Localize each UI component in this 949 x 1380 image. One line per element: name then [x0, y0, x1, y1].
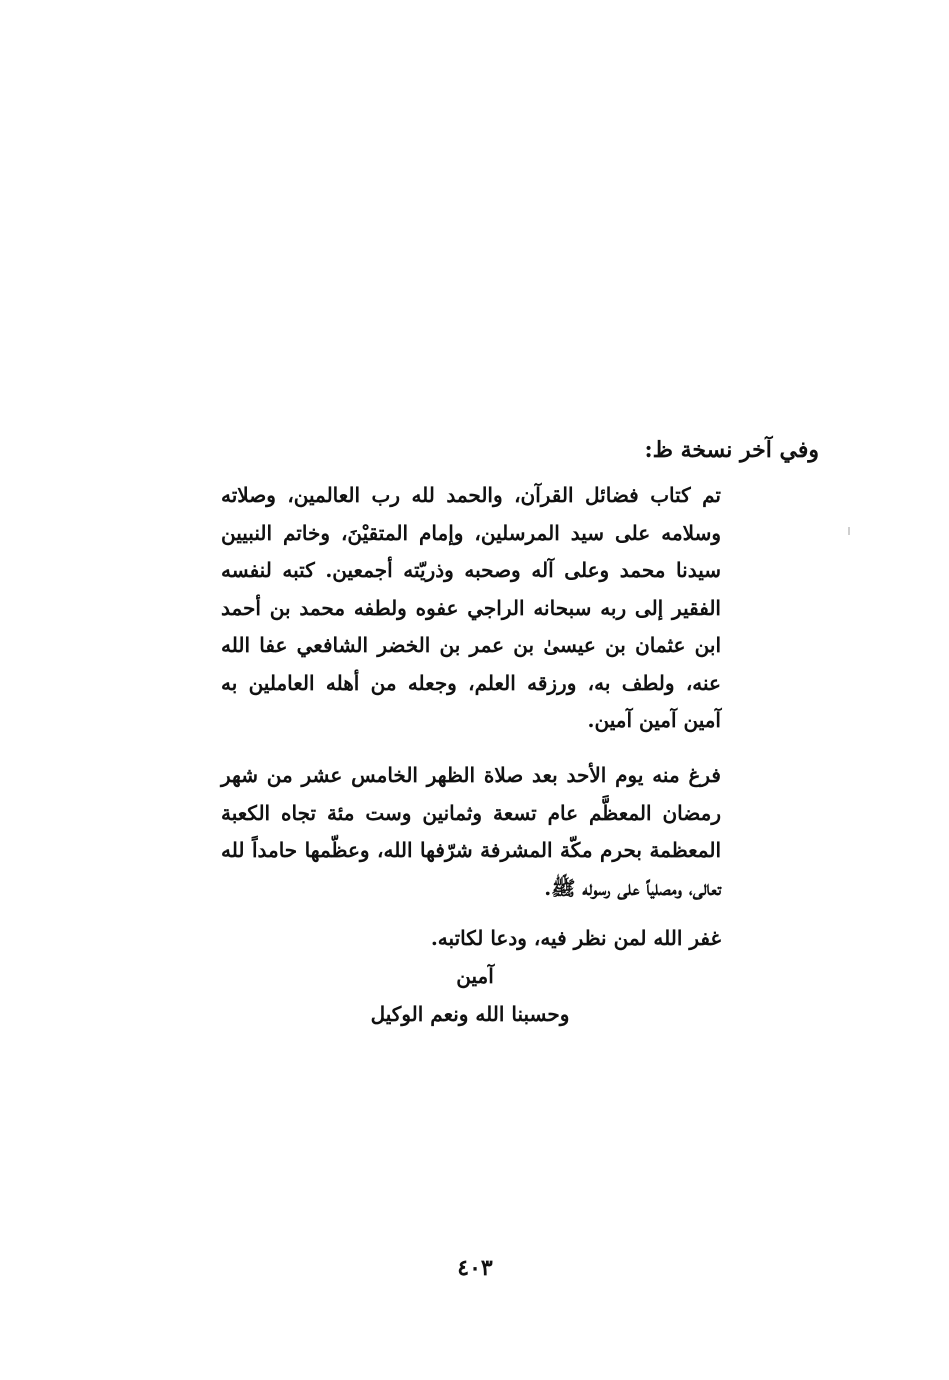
page-number: ٤٠٣: [457, 1255, 493, 1281]
text-line: تعالى، ومصلياً على رسوله ﷺ.: [544, 875, 721, 900]
text-line: عنه، ولطف به، ورزقه العلم، وجعله من أهله العاملين به: [221, 670, 721, 695]
text-line: تم كتاب فضائل القرآن، والحمد لله رب العالمين، وصلاته: [221, 483, 721, 507]
final-invocation: وحسبنا الله ونعم الوكيل: [370, 1002, 570, 1026]
text-line: آمين آمين آمين.: [587, 708, 721, 732]
text-line: رمضان المعظَّم عام تسعة وثمانين وست مئة تجاه الكعبة: [221, 800, 721, 825]
text-line: فرغ منه يوم الأحد بعد صلاة الظهر الخامس عشر من شهر: [221, 763, 721, 787]
manuscript-heading: وفي آخر نسخة ظ:: [644, 437, 819, 463]
closing-prayer: غفر الله لمن نظر فيه، ودعا لكاتبه.: [430, 926, 721, 950]
text-line: وسلامه على سيد المرسلين، وإمام المتقيْنَ، وخاتم النبيين: [221, 520, 721, 545]
scan-speck: [848, 527, 850, 535]
text-line: سيدنا محمد وعلى آله وصحبه وذريّته أجمعين. كتبه لنفسه: [221, 558, 721, 582]
text-line: المعظمة بحرم مكّة المشرفة شرّفها الله، وعظّمها حامداً لله: [221, 838, 721, 862]
amin-line: آمين: [456, 964, 494, 988]
colophon-paragraph: [221, 477, 721, 740]
completion-paragraph: [221, 757, 721, 907]
text-line: ابن عثمان بن عيسىٰ بن عمر بن الخضر الشافعي عفا الله: [221, 633, 721, 657]
text-line: الفقير إلى ربه سبحانه الراجي عفوه ولطفه محمد بن أحمد: [221, 595, 721, 620]
